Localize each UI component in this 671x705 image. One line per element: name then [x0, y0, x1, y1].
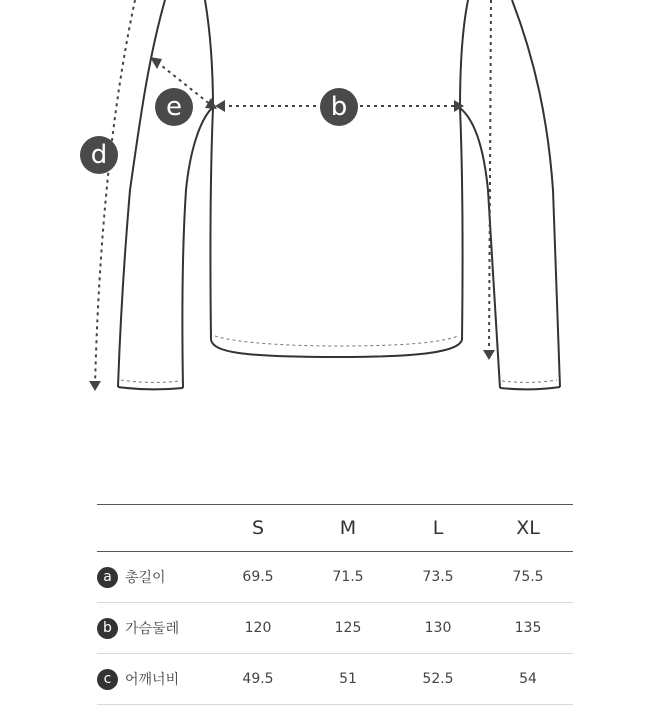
right-body-side	[460, 108, 463, 340]
arrowhead-b-left	[215, 100, 225, 112]
table-header-row	[97, 505, 573, 552]
arrowhead-d-bottom	[89, 381, 101, 391]
header-size: L	[432, 517, 444, 539]
table-row	[97, 552, 573, 603]
hem-stitch	[215, 336, 458, 346]
table-cell: 69.5	[242, 569, 274, 585]
measure-a-line	[489, 0, 491, 352]
header-size: XL	[516, 517, 540, 539]
table-cell: 52.5	[422, 671, 454, 687]
table-cell: 120	[244, 620, 272, 636]
right-sleeve-outer	[512, 0, 560, 387]
arrowhead-a-bottom	[483, 350, 495, 360]
table-cell: 75.5	[512, 569, 544, 585]
table-cell: 71.5	[332, 569, 364, 585]
table-cell: 54	[519, 671, 537, 687]
left-sleeve-outer	[118, 0, 165, 387]
table-cell: 73.5	[422, 569, 454, 585]
table-row	[97, 654, 573, 705]
row-badge: b	[97, 618, 118, 639]
row-label-cell	[97, 669, 213, 690]
header-size: S	[251, 517, 265, 539]
table-cell: 49.5	[242, 671, 274, 687]
arrowhead-e-bottom	[205, 98, 217, 109]
left-body-side	[210, 108, 213, 340]
right-sleeve-cuff	[500, 387, 560, 389]
table-cell: 130	[424, 620, 452, 636]
header-size: M	[339, 517, 357, 539]
row-label: 어깨너비	[125, 672, 180, 688]
right-armhole	[460, 0, 468, 108]
marker-b: b	[320, 88, 358, 126]
row-label: 총길이	[125, 570, 166, 586]
right-sleeve-inner	[460, 108, 500, 388]
right-cuff-stitch	[502, 380, 557, 382]
table-row	[97, 603, 573, 654]
marker-e: e	[155, 88, 193, 126]
size-table	[97, 504, 573, 705]
arrowhead-e-top	[150, 57, 162, 69]
marker-d: d	[80, 136, 118, 174]
left-sleeve-cuff	[118, 387, 183, 389]
row-badge: a	[97, 567, 118, 588]
row-label: 가슴둘레	[125, 621, 180, 637]
table-cell: 51	[339, 671, 357, 687]
left-sleeve-inner	[182, 108, 212, 388]
body-hem	[211, 340, 462, 357]
row-label-cell	[97, 567, 213, 588]
table-cell: 135	[514, 620, 542, 636]
left-armhole	[205, 0, 213, 108]
left-cuff-stitch	[121, 380, 181, 382]
row-label-cell	[97, 618, 213, 639]
table-cell: 125	[334, 620, 362, 636]
row-badge: c	[97, 669, 118, 690]
